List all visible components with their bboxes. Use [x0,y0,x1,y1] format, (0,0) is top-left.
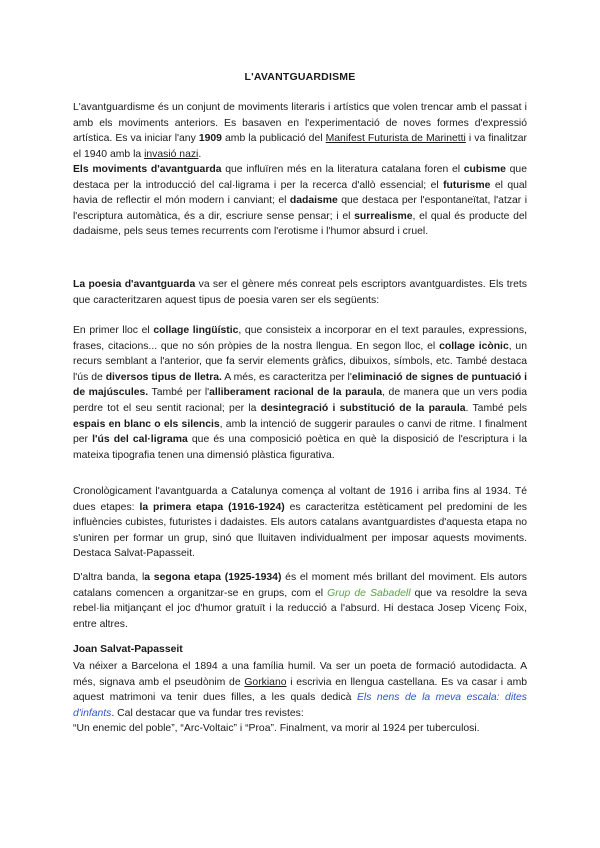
eliminacio-term: eliminació de signes de puntuació i de majúscules. [73,371,527,399]
invasio-link[interactable]: invasió nazi [144,148,199,160]
cal-ligrama-term: l'ús del cal·ligrama [92,434,188,446]
author-text: . Cal destacar que va fundar tres revistes: [111,707,304,719]
tipus-lletra-term: diversos tipus de lletra. [105,371,222,383]
second-stage-term: a segona etapa (1925-1934) [144,572,282,583]
second-stage-paragraph [73,570,527,632]
features-paragraph [73,323,527,463]
cubisme-term: cubisme [463,164,506,175]
author-text: i escrivia en llengua castellana. Es va casar i amb aquest matrimoni va tenir dues filles, a les quals dedicà [73,676,528,704]
dadaisme-term: dadaisme [289,195,338,207]
movements-text: que destaca per la introducció del cal·ligrama i per la recerca d'allò essencial; el [73,164,527,191]
poetry-paragraph [73,277,527,308]
features-text: En primer lloc el [73,325,154,336]
second-text: és el moment més brillant del moviment. Els autors catalans comencen a organitzar-se en grups, com el [73,572,528,599]
features-text: que és una composició poètica en què la disposició de l'escriptura i la mateixa tipografia tenen una dimensió plàstica figurativa. [73,434,528,461]
book-title-link[interactable]: Els nens de la meva escala: dites d'infants [73,692,527,719]
author-text: “Un enemic del poble”, “Arc-Voltaic” i “Proa”. Finalment, va morir al 1924 per tuberculosi. [73,723,480,735]
movements-text: , el qual és producte del dadaisme, pels seus temes recurrents com l'erotisme i l'humor absurd i cruel. [73,210,527,238]
features-text: , que consisteix a incorporar en el text paraules, expressions, frases, citacions... que no són pròpies de la nostra llengua. En segon lloc, el [73,325,527,352]
movements-text: el qual havia de reflectir el món modern i canviant; el [73,179,527,207]
espais-term: espais en blanc o els silencis [73,418,220,430]
gorkiano-link[interactable]: Gorkiano [244,676,287,688]
page-title: L'AVANTGUARDISME [244,71,356,83]
author-paragraph [73,659,527,737]
features-text: , amb la intenció de suggerir paraules o canvi de ritme. I finalment per [73,418,527,446]
grup-sabadell-link[interactable]: Grup de Sabadell [327,587,411,599]
intro-text: . [198,148,202,160]
year-1909: 1909 [198,133,222,145]
intro-text: amb la publicació del [221,133,326,145]
second-text: que va resoldre la seva rebel·lia mitjançant el joc d'humor gratuït i la reducció a l'absurd. Hi destaca Josep Vicenç Foix, entre altres. [73,587,527,630]
collage-linguistic-term: collage lingüístic [153,325,239,336]
intro-text: L'avantguardisme és un conjunt de moviments literaris i artístics que volen trencar amb el passat i amb els moviments anteriors. Es basaven en l'experimentació de noves formes d'expressió artística. Es va iniciar l'any [73,102,527,145]
first-stage-term: la primera etapa (1916-1924) [139,501,285,513]
desintegracio-term: desintegració i substitució de la paraula [260,402,466,414]
surrealisme-term: surrealisme [354,210,413,222]
movements-paragraph [73,162,527,240]
author-text: Va néixer a Barcelona el 1894 a una família humil. Va ser un poeta de formació autodidacta. A més, signava amb el pseudònim de [73,661,527,688]
futurisme-term: futurisme [443,179,491,191]
collage-iconic-term: collage icònic [439,340,509,352]
movements-lead: Els moviments d'avantguarda [73,164,222,175]
movements-text: que destaca per l'espontaneïtat, l'atzar i l'escriptura automàtica, és a dir, escriure sense pensar; i el [73,195,528,222]
chronology-text: es caracteritza estèticament pel predomini de les influències cubistes, futuristes i dadaistes. Els autors catalans avantguardistes d'aquesta etapa no s'uniren per formar un grup, sinó que lluitaven individualment per imposar aquests moviments. Destaca Salvat-Papasseit. [73,501,527,560]
second-text: D'altra banda, l [73,572,145,583]
alliberament-term: alliberament racional de la paraula [209,387,383,399]
author-heading: Joan Salvat-Papasseit [73,644,183,655]
movements-text: que influïren més en la literatura catalana foren el [221,164,464,175]
poetry-lead: La poesia d'avantguarda [73,279,196,290]
features-text: , de manera que un vers podia perdre tot el seu sentit racional; per la [73,387,527,414]
intro-text: i va finalitzar el 1940 amb la [73,133,528,160]
chronology-text: Cronològicament l'avantguarda a Catalunya comença al voltant de 1916 i arriba fins al 1934. Té dues etapes: [73,486,527,513]
features-text: A més, es caracteritza per l' [221,371,352,383]
manifest-link[interactable]: Manifest Futurista de Marinetti [325,133,466,145]
features-text: . També pels [465,402,527,414]
chronology-paragraph [73,484,527,562]
features-text: També per l' [148,387,210,399]
poetry-text: va ser el gènere més conreat pels escriptors avantguardistes. Els trets que caracteritzaren aquest tipus de poesia varen ser els següents: [73,279,527,306]
intro-paragraph [73,100,527,162]
features-text: , un recurs semblant a l'anterior, que fa servir elements gràfics, dibuixos, símbols, etc. També destaca l'ús de [73,340,527,383]
